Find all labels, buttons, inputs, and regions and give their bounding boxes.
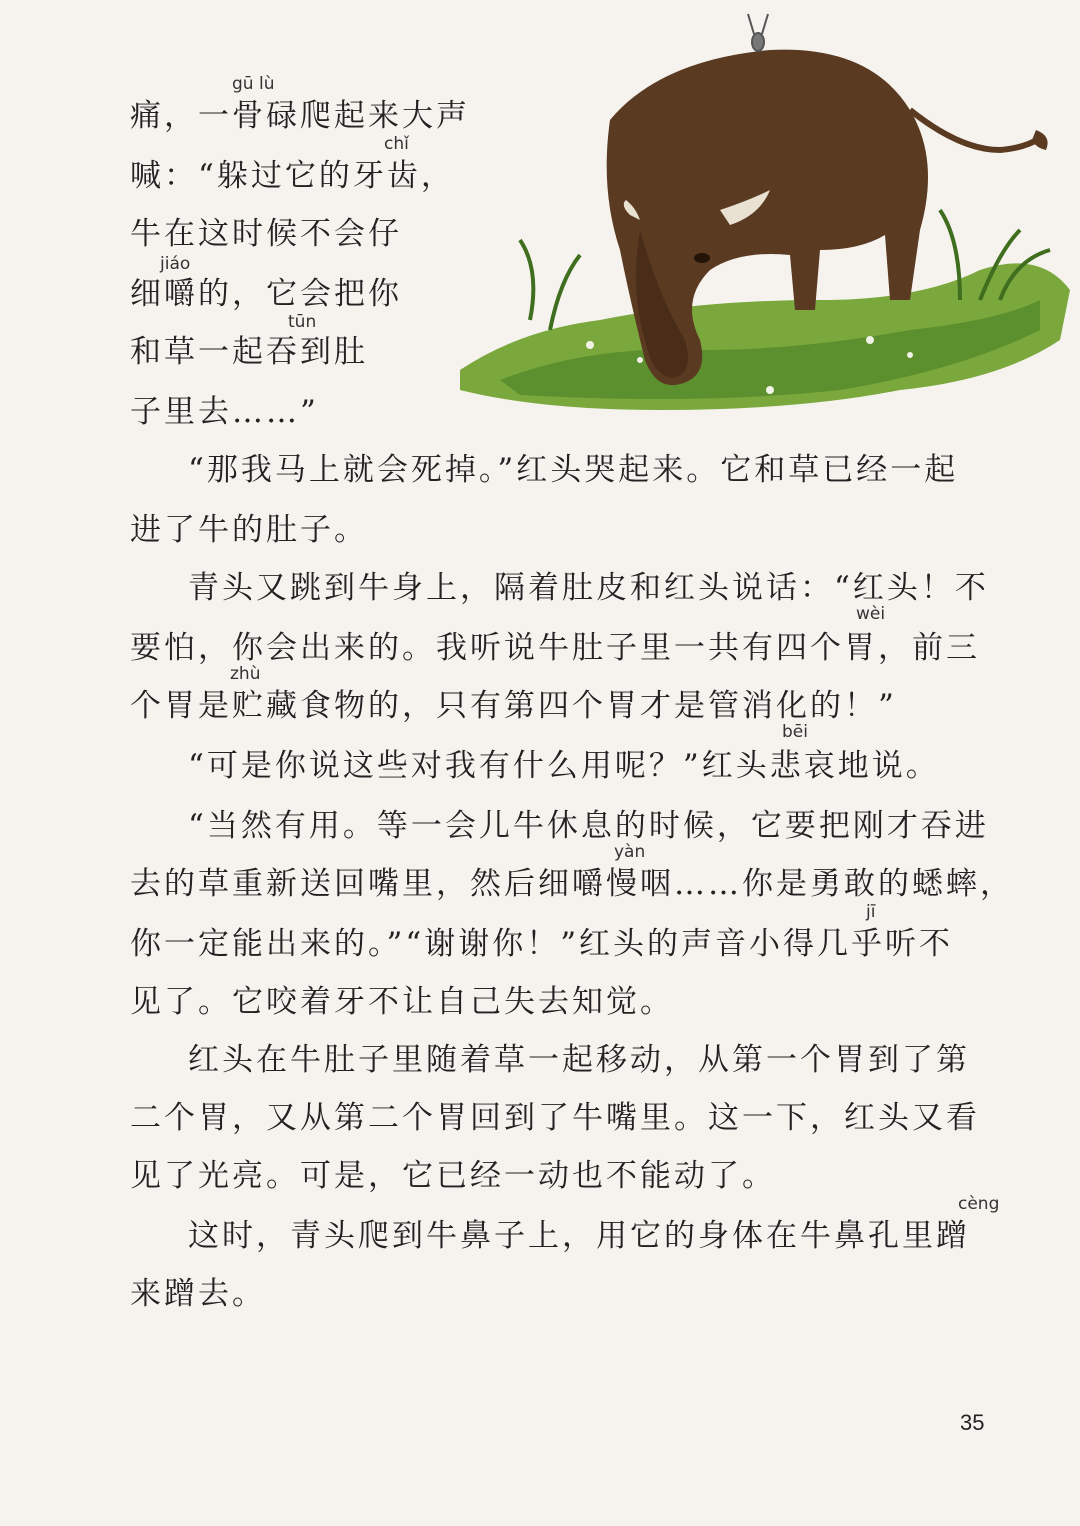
pinyin-ceng: cèng	[958, 1194, 1000, 1214]
text-line: 要怕，你会出来的。我听说牛肚子里一共有四个胃，前三	[130, 630, 980, 666]
pinyin-zhu: zhù	[230, 664, 261, 684]
text-line: “那我马上就会死掉。”红头哭起来。它和草已经一起	[188, 452, 959, 488]
text-line: 见了光亮。可是，它已经一动也不能动了。	[130, 1158, 776, 1194]
ox-illustration	[440, 0, 1080, 440]
pinyin-bei: bēi	[782, 722, 808, 742]
text-line: 红头在牛肚子里随着草一起移动，从第一个胃到了第	[188, 1042, 970, 1078]
text-line: 子里去……”	[130, 394, 319, 430]
text-line: 个胃是贮藏食物的，只有第四个胃才是管消化的！”	[130, 688, 897, 724]
page-number: 35	[960, 1410, 985, 1435]
text-line: 来蹭去。	[130, 1276, 266, 1312]
text-line: 这时，青头爬到牛鼻子上，用它的身体在牛鼻孔里蹭	[188, 1218, 970, 1254]
text-line: 二个胃，又从第二个胃回到了牛嘴里。这一下，红头又看	[130, 1100, 980, 1136]
text-line: 痛，一骨碌爬起来大声	[130, 98, 470, 134]
text-line: 和草一起吞到肚	[130, 334, 368, 370]
text-line: 喊：“躲过它的牙齿，	[130, 158, 455, 194]
pinyin-gulu: gū lù	[232, 74, 275, 94]
text-line: 进了牛的肚子。	[130, 512, 368, 548]
text-line: 青头又跳到牛身上，隔着肚皮和红头说话：“红头！不	[188, 570, 989, 606]
text-line: “可是你说这些对我有什么用呢？”红头悲哀地说。	[188, 748, 940, 784]
pinyin-jiao: jiáo	[160, 254, 191, 274]
pinyin-wei: wèi	[856, 604, 886, 624]
text-line: 细嚼的，它会把你	[130, 276, 402, 312]
pinyin-yan: yàn	[614, 842, 646, 862]
text-line: 去的草重新送回嘴里，然后细嚼慢咽……你是勇敢的蟋蟀，	[130, 866, 1014, 902]
pinyin-ji: jī	[866, 902, 876, 922]
text-line: 你一定能出来的。”“谢谢你！”红头的声音小得几乎听不	[130, 926, 954, 962]
text-line: 牛在这时候不会仔	[130, 216, 402, 252]
text-line: “当然有用。等一会儿牛休息的时候，它要把刚才吞进	[188, 808, 989, 844]
text-line: 见了。它咬着牙不让自己失去知觉。	[130, 984, 674, 1020]
pinyin-chi: chǐ	[384, 134, 409, 154]
pinyin-tun: tūn	[288, 312, 317, 332]
